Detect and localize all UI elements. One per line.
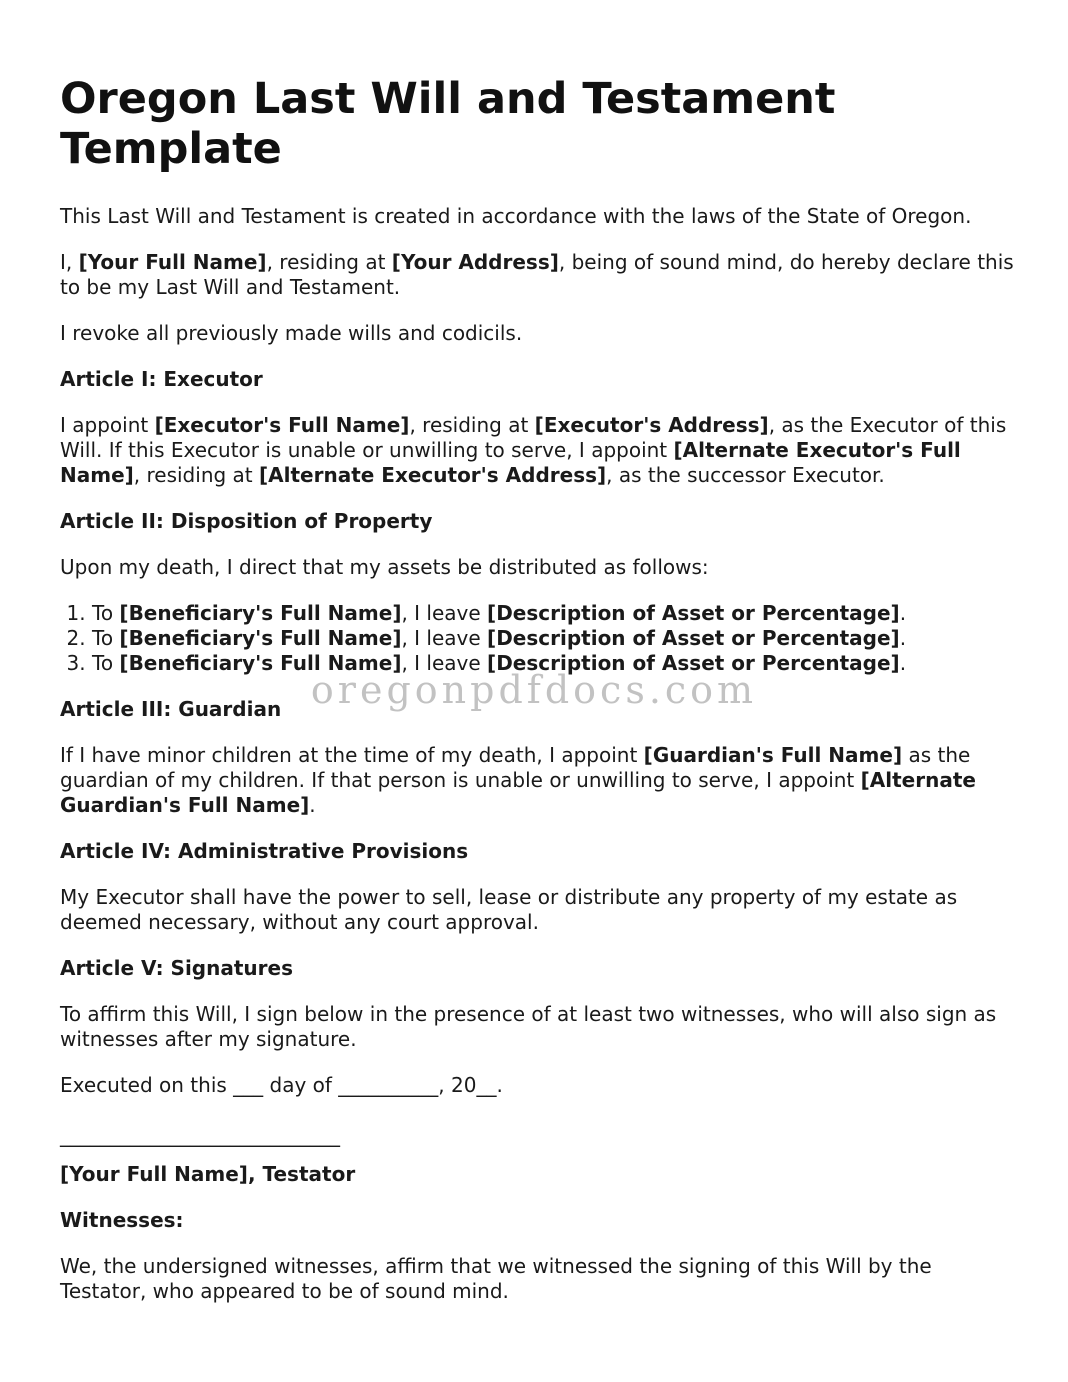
- your-address-placeholder: [Your Address]: [391, 250, 559, 274]
- witnesses-heading: Witnesses:: [60, 1208, 184, 1232]
- executed-line: Executed on this ___ day of __________, 20__.: [60, 1073, 503, 1097]
- article-5-text: To affirm this Will, I sign below in the presence of at least two witnesses, who will also sign as witnesses after my signature.: [60, 1002, 997, 1051]
- witnesses-text: We, the undersigned witnesses, affirm that we witnessed the signing of this Will by the Testator, who appeared to be of sound mind.: [60, 1254, 932, 1303]
- testator-label: [Your Full Name], Testator: [60, 1162, 356, 1186]
- list-item: 3. To [Beneficiary's Full Name], I leave [Description of Asset or Percentage].: [92, 651, 1020, 676]
- article-4-heading: Article IV: Administrative Provisions: [60, 839, 469, 863]
- declaration-paragraph: I, [Your Full Name], residing at [Your Address], being of sound mind, do hereby declare this to be my Last Will and Testament.: [60, 250, 1014, 299]
- document-page: [60, 74, 1020, 1325]
- article-3-heading: Article III: Guardian: [60, 697, 282, 721]
- revoke-paragraph: I revoke all previously made wills and codicils.: [60, 321, 523, 345]
- article-2-heading: Article II: Disposition of Property: [60, 509, 433, 533]
- list-item: 2. To [Beneficiary's Full Name], I leave [Description of Asset or Percentage].: [92, 626, 1020, 651]
- your-name-placeholder: [Your Full Name]: [78, 250, 267, 274]
- article-4-text: My Executor shall have the power to sell, lease or distribute any property of my estate as deemed necessary, without any court approval.: [60, 885, 958, 934]
- page-title: Oregon Last Will and Testament Template: [60, 74, 836, 174]
- article-2-intro: Upon my death, I direct that my assets be distributed as follows:: [60, 555, 709, 579]
- executor-name-placeholder: [Executor's Full Name]: [154, 413, 410, 437]
- intro-paragraph: This Last Will and Testament is created in accordance with the laws of the State of Oregon.: [60, 204, 972, 228]
- signature-line: ____________________________: [60, 1123, 340, 1147]
- guardian-name-placeholder: [Guardian's Full Name]: [643, 743, 903, 767]
- list-item: 1. To [Beneficiary's Full Name], I leave [Description of Asset or Percentage].: [92, 601, 1020, 626]
- alt-guardian-name-placeholder: [Alternate Guardian's Full Name]: [60, 768, 976, 817]
- alt-executor-address-placeholder: [Alternate Executor's Address]: [259, 463, 607, 487]
- executor-address-placeholder: [Executor's Address]: [534, 413, 769, 437]
- article-1-text: I appoint [Executor's Full Name], residing at [Executor's Address], as the Executor of this Will. If this Executor is unable or unwilling to serve, I appoint [Alternate Executor's Full Name], residing at [Alternate Executor's Address], as the successor Executor.: [60, 413, 1007, 487]
- watermark: oregonpdfdocs.com: [310, 668, 758, 712]
- article-1-heading: Article I: Executor: [60, 367, 263, 391]
- article-3-text: If I have minor children at the time of my death, I appoint [Guardian's Full Name] as the guardian of my children. If that person is unable or unwilling to serve, I appoint [Alternate Guardian's Full Name].: [60, 743, 976, 817]
- alt-executor-name-placeholder: [Alternate Executor's Full Name]: [60, 438, 961, 487]
- article-5-heading: Article V: Signatures: [60, 956, 293, 980]
- beneficiary-list: [60, 601, 1020, 676]
